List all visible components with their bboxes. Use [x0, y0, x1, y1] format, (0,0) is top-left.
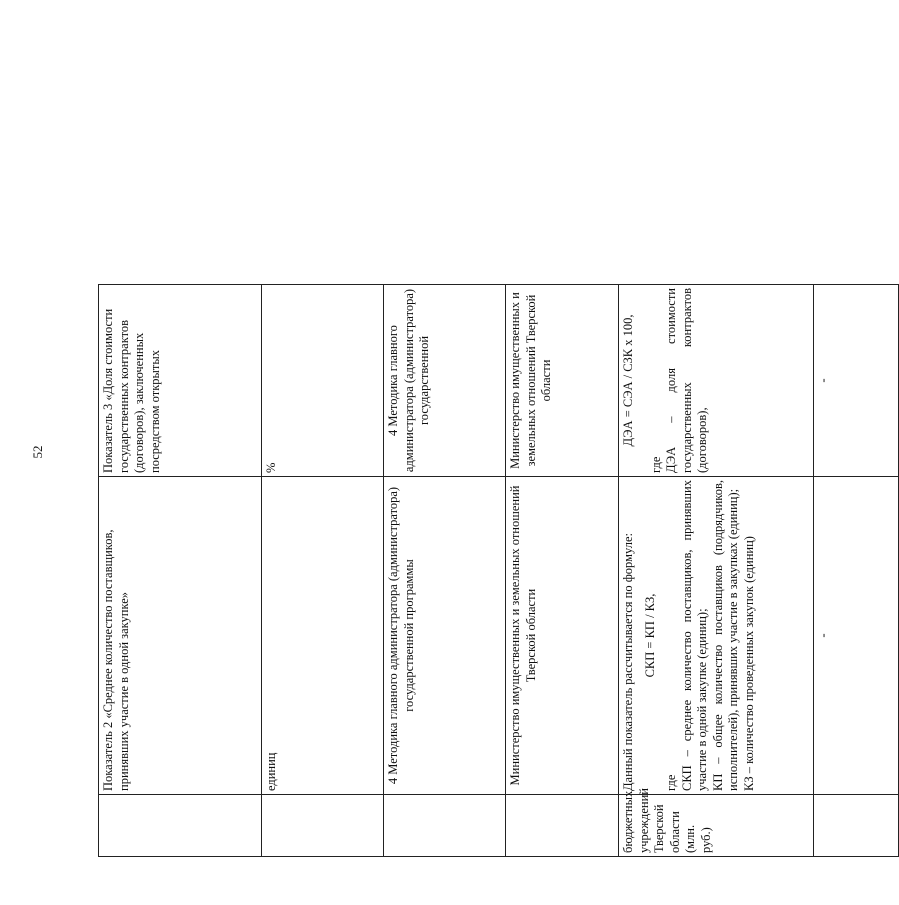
unit-cell: единиц	[262, 477, 384, 795]
formula: ДЭА = СЭА / СЗК х 100,	[621, 314, 635, 447]
criterion-cell: 4 Методика главного администратора (администратора) государственной программы	[384, 477, 506, 795]
dash-cell: -	[814, 477, 899, 795]
indicator-cell: Показатель 3 «Доля стоимости государственных контрактов (договоров), заключенных посредством открытых	[99, 285, 262, 477]
description-cell	[619, 477, 814, 795]
description-line: где	[664, 774, 678, 791]
indicator-cell: Показатель 2 «Среднее количество поставщиков, принявших участие в одной закупке»	[99, 477, 262, 795]
dash-cell	[814, 795, 899, 857]
dash-cell: -	[814, 285, 899, 477]
description-line: КЗ – количество проведенных закупок (единиц)	[741, 536, 756, 791]
criterion-cell	[384, 795, 506, 857]
description-line: Данный показатель рассчитывается по формуле:	[621, 533, 635, 791]
description-line: СКП – среднее количество поставщиков, принявших участие в одной закупке (единиц);	[679, 480, 709, 791]
description-line: ДЭА – доля стоимости государственных контрактов (договоров),	[664, 288, 709, 473]
indicators-table	[98, 56, 899, 857]
criterion-cell: 4 Методика главного администратора (администратора) государственной	[384, 285, 506, 477]
page-number: 52	[30, 445, 45, 459]
description-cell	[619, 285, 814, 477]
description-line: бюджетных учреждений Тверской области (млн. руб.)	[621, 788, 713, 853]
indicator-cell	[99, 795, 262, 857]
rotated-table-wrapper	[98, 57, 830, 857]
description-line: где	[648, 456, 663, 473]
description-cell	[619, 788, 814, 857]
ministry-cell	[506, 795, 619, 857]
unit-cell: %	[262, 285, 384, 477]
description-line: КП – общее количество поставщиков (подрядчиков, исполнителей), принявших участие в закупках (единиц);	[710, 480, 740, 791]
formula: СКП = КП / КЗ,	[642, 593, 657, 678]
ministry-cell: Министерство имущественных и земельных отношений Тверской области	[506, 285, 619, 477]
unit-cell	[262, 795, 384, 857]
ministry-cell: Министерство имущественных и земельных отношений Тверской области	[506, 477, 619, 795]
